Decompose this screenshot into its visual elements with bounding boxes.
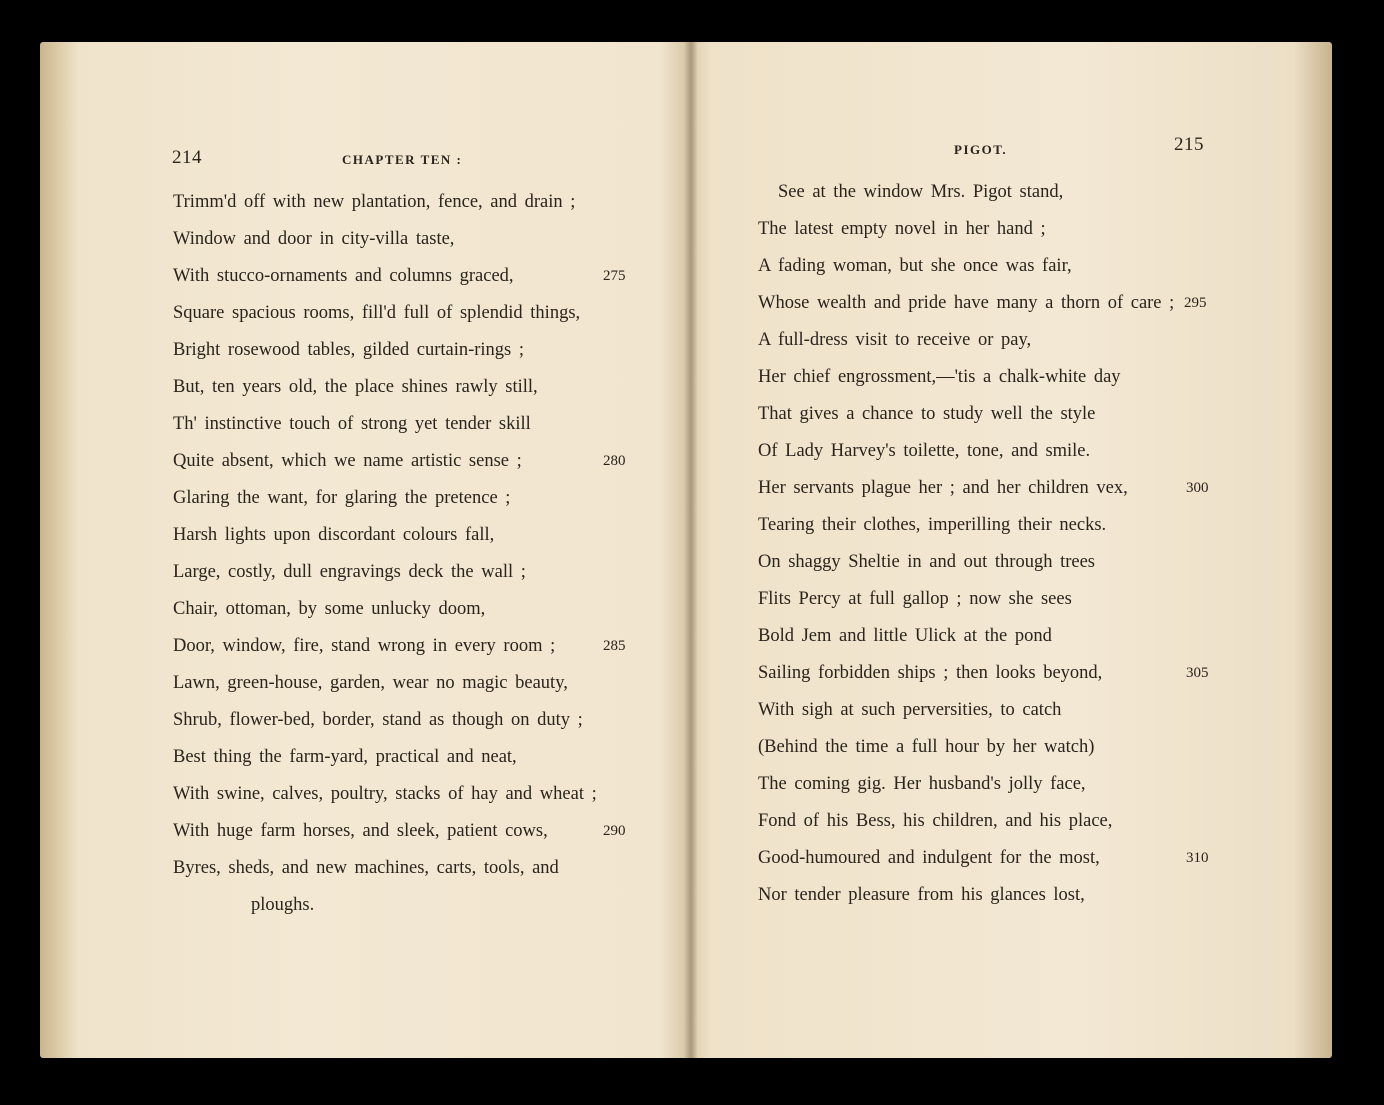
- line-number: 295: [1184, 295, 1207, 311]
- running-head: CHAPTER TEN :: [342, 152, 463, 167]
- line-number: 290: [603, 823, 626, 839]
- line-number: 310: [1186, 850, 1209, 866]
- line-number: 300: [1186, 480, 1209, 496]
- page-number: 215: [1174, 134, 1204, 155]
- left-page: 214 CHAPTER TEN : Trimm'd off with new plantation, fence, and drain ; Window and door in city-villa taste, With stucco-ornaments and columns graced, 275 Square spacious rooms, fill'd full of splendid things, Bright rosewood tables, gilded curtain-rings ; But, ten years old, the place shines rawly still, Th' instinctive touch of strong yet tender skill Quite absent, which we name artistic sense ; 280 Glaring the want, for glaring the pretence ; Harsh lights upon discordant colours fall, Large, costly, dull engravings deck the wall ; Chair, ottoman, by some unlucky doom, Door, window, fire, stand wrong in every room ; 285 Lawn, green-house, garden, wear no magic beauty, Shrub, flower-bed, border, stand as though on duty ; Best thing the farm-yard, practical and neat, With swine, calves, poultry, stacks of hay and wheat ; With huge farm horses, and sleek, patient cows, 290 Byres, sheds, and new machines, carts, tools, and ploughs.: [172, 147, 626, 915]
- line-number: 280: [603, 453, 626, 469]
- right-page: 215 PIGOT. See at the window Mrs. Pigot stand, The latest empty novel in her hand ; A fading woman, but she once was fair, Whose wealth and pride have many a thorn of care ; 295 A full-dress visit to receive or pay, Her chief engrossment,—'tis a chalk-white day That gives a chance to study well the style Of Lady Harvey's toilette, tone, and smile. Her servants plague her ; and her children vex, 300 Tearing their clothes, imperilling their necks. On shaggy Sheltie in and out through trees Flits Percy at full gallop ; now she sees Bold Jem and little Ulick at the pond Sailing forbidden ships ; then looks beyond, 305 With sigh at such perversities, to catch (Behind the time a full hour by her watch) The coming gig. Her husband's jolly face, Fond of his Bess, his children, and his place, Good-humoured and indulgent for the most, 310 Nor tender pleasure from his glances lost,: [758, 134, 1209, 905]
- running-head: PIGOT.: [954, 142, 1008, 157]
- open-book: [40, 42, 1332, 1058]
- line-number: 275: [603, 268, 626, 284]
- line-number: 305: [1186, 665, 1209, 681]
- page-number: 214: [172, 147, 202, 168]
- line-number: 285: [603, 638, 626, 654]
